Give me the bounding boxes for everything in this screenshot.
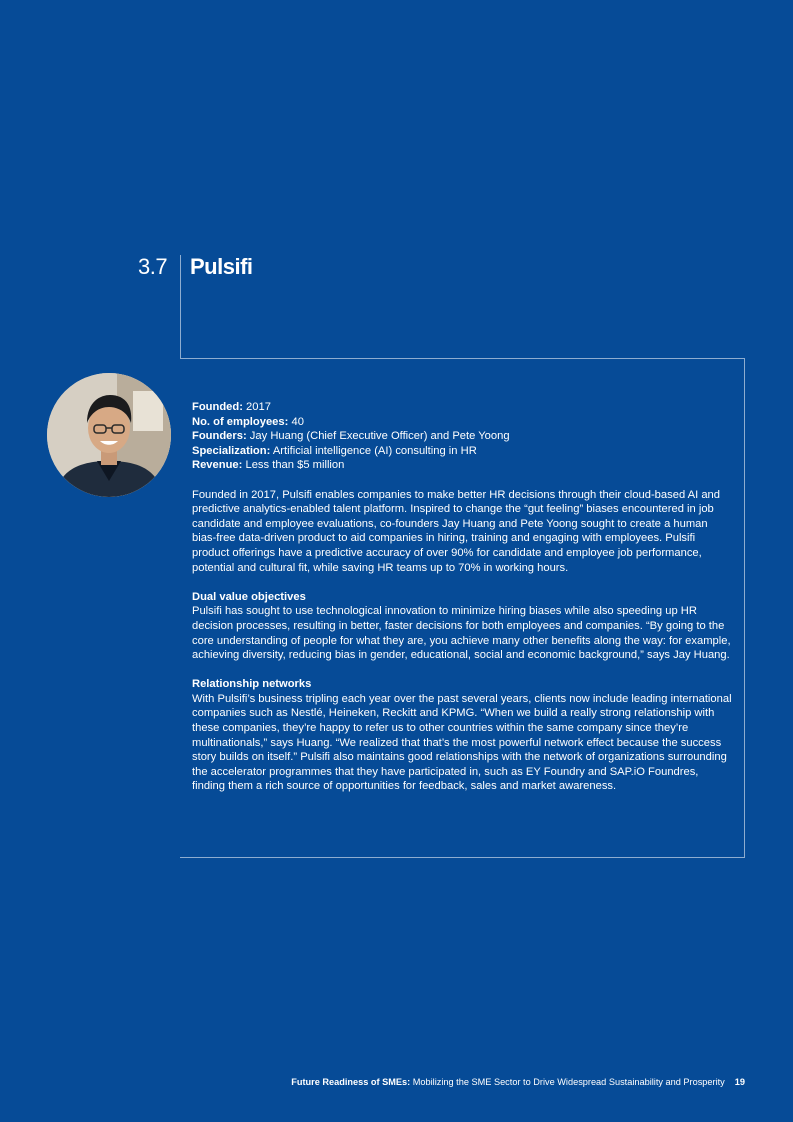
- heading-divider: [180, 255, 181, 358]
- section-number: 3.7: [138, 254, 168, 279]
- fact-employees: [192, 415, 732, 430]
- fact-value: Jay Huang (Chief Executive Officer) and Pete Yoong: [246, 430, 510, 443]
- subheading-relationship-networks: Relationship networks: [192, 678, 312, 691]
- dual-value-paragraph: Pulsifi has sought to use technological innovation to minimize hiring biases while also speeding up HR decision processes, resulting in better, faster decisions for both employees and companies. “By going to the core understanding of people for what they are, you achieve many other benefits along the way: for example, achieving diversity, reducing bias in gender, educational, social and economic background,” says Jay Huang.: [192, 605, 731, 662]
- page-number: 19: [734, 1077, 745, 1087]
- footer-report-title: Future Readiness of SMEs:: [291, 1077, 411, 1087]
- portrait-photo-icon: [47, 373, 171, 497]
- fact-value: 2017: [242, 401, 271, 413]
- fact-founded: [192, 400, 732, 415]
- fact-label: Founded:: [192, 401, 243, 413]
- section-title: Pulsifi: [190, 254, 253, 279]
- intro-paragraph: Founded in 2017, Pulsifi enables companies to make better HR decisions through their cloud-based AI and predictive analytics-enabled talent platform. Inspired to change the “gut feeling” biases encountered in job candidate and employee evaluations, co-founders Jay Huang and Pete Yoong sought to create a human bias-free data-driven product to aid companies in hiring, training and engaging with employees. Pulsifi product offerings have a predictive accuracy of over 90% for candidate and employee job performance, potential and cultural fit, while saving HR teams up to 70% in working hours.: [192, 488, 720, 574]
- profile-text: [192, 400, 732, 794]
- fact-label: Founders:: [192, 430, 247, 443]
- fact-value: Artificial intelligence (AI) consulting in HR: [270, 444, 477, 457]
- fact-founders: [192, 429, 732, 444]
- page-footer: [291, 1076, 745, 1088]
- founder-portrait: [47, 373, 171, 497]
- relationship-networks-paragraph: With Pulsifi’s business tripling each year over the past several years, clients now include leading international companies such as Nestlé, Heineken, Reckitt and KPMG. “When we build a really strong relationship with these companies, they’re happy to refer us to other countries within the same company since they’re multinationals,” says Huang. “We realized that that’s the most powerful network effect because the success story builds on itself.” Pulsifi also maintains good relationships with the network of organizations surrounding the accelerator programmes that they have participated in, such as EY Foundry and SAP.iO Foundres, finding them a rich source of opportunities for feedback, sales and market awareness.: [192, 692, 732, 793]
- fact-label: Revenue:: [192, 459, 243, 472]
- fact-label: No. of employees:: [192, 415, 289, 428]
- fact-specialization: [192, 444, 732, 459]
- fact-value: 40: [288, 415, 304, 428]
- fact-revenue: [192, 458, 732, 473]
- fact-label: Specialization:: [192, 444, 271, 457]
- fact-value: Less than $5 million: [242, 459, 345, 472]
- subheading-dual-value: Dual value objectives: [192, 590, 306, 603]
- footer-subtitle: Mobilizing the SME Sector to Drive Widespread Sustainability and Prosperity: [410, 1077, 725, 1087]
